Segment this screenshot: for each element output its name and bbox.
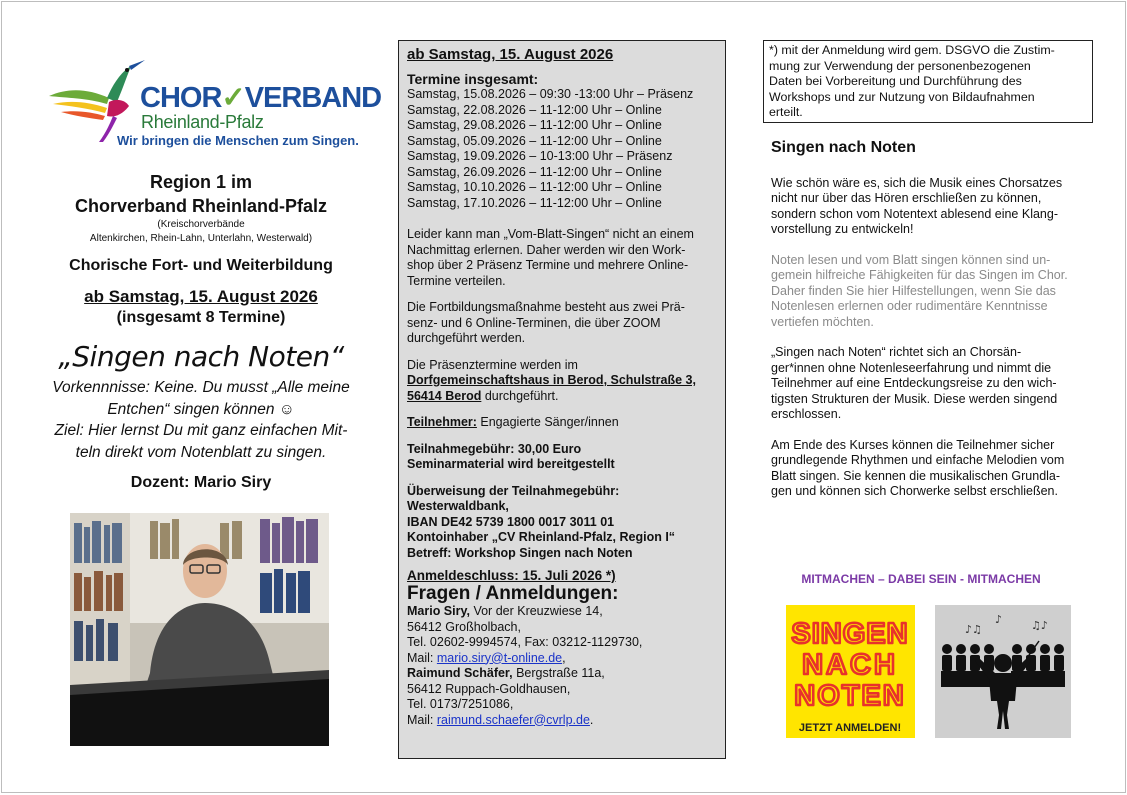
details-box: [398, 40, 726, 759]
hummingbird-icon: [47, 58, 147, 144]
dsgvo-notice: *) mit der Anmeldung wird gem. DSGVO die Zustim- mung zur Verwendung der personenbezogenen Daten bei Vorbereitung und Durchführung des Workshops und zur Nutzung von Bildaufnahmen erteilt.: [763, 40, 1093, 123]
termin-item: Samstag, 29.08.2026 – 11-12:00 Uhr – Online: [407, 118, 662, 132]
termin-item: Samstag, 19.09.2026 – 10-13:00 Uhr – Präsenz: [407, 149, 673, 163]
details-date-heading: ab Samstag, 15. August 2026: [407, 46, 614, 63]
info-paragraph: Am Ende des Kurses können die Teilnehmer sicher grundlegende Rhythmen und einfache Melodien vom Blatt singen. Sie kennen die musikalischen Grundla- gen und können sich Chorwerke selbst erschließen.: [771, 437, 1065, 498]
logo-tick-mark: ✓: [221, 82, 245, 114]
contact-mario: Mario Siry, Vor der Kreuzwiese 14, 56412 Großholbach, Tel. 02602-9994574, Fax: 03212-1129730, Mail: mario.siry@t-online.de,: [407, 604, 643, 665]
termin-item: Samstag, 05.09.2026 – 11-12:00 Uhr – Online: [407, 133, 662, 148]
termine-count: (insgesamt 8 Termine): [116, 309, 286, 326]
dozent-photo: [70, 513, 329, 746]
logo-title: CHOR✓VERBAND: [140, 82, 382, 114]
registration-deadline: Anmeldeschluss: 15. Juli 2026 *): [407, 568, 616, 583]
chorverband-logo: [40, 52, 382, 156]
svg-text:♪♫: ♪♫: [965, 623, 982, 636]
termine-list: [407, 87, 717, 211]
info-paragraph: Wie schön wäre es, sich die Musik eines Chorsatzes nicht nur über das Hören erschließen zu können, sondern schon vom Notentext ablesend eine Klang- vorstellung zu entwickeln!: [771, 175, 1063, 236]
kreisverbaende-note: (Kreischorverbände Altenkirchen, Rhein-Lahn, Unterlahn, Westerwald): [89, 219, 313, 244]
region-heading: Region 1 im Chorverband Rheinland-Pfalz: [74, 172, 328, 216]
mitmachen-slogan: MITMACHEN – DABEI SEIN - MITMACHEN: [801, 572, 1041, 586]
course-info: [771, 140, 1089, 515]
venue-address: Dorfgemeinschaftshaus in Berod, Schulstraße 3,: [407, 373, 696, 387]
info-paragraph: Noten lesen und vom Blatt singen können sind un- gemein hilfreiche Fähigkeiten für das Singen im Chor. Daher finden Sie hier Hilfestellungen, wenn Sie das Notenlesen erlernen oder rudimentäre Kenntnisse vertiefen möchten.: [771, 252, 1068, 329]
workshop-location: Die Präsenztermine werden im Dorfgemeinschaftshaus in Berod, Schulstraße 3, 56414 Berod durchgeführt.: [407, 357, 696, 403]
course-title: „Singen nach Noten“: [58, 340, 344, 373]
bank-details: Überweisung der Teilnahmegebühr: Westerwaldbank, IBAN DE42 5739 1800 0017 3011 01 Kontoinhaber „CV Rheinland-Pfalz, Region I“ Betreff: Workshop Singen nach Noten: [407, 483, 676, 560]
course-description: Vorkennnisse: Keine. Du musst „Alle meine Entchen“ singen können ☺ Ziel: Hier lernst Du mit ganz einfachen Mit- teln direkt vom Notenblatt zu singen.: [52, 379, 350, 461]
teilnehmer-line: Teilnehmer: Engagierte Sänger/innen: [407, 415, 619, 429]
logo-slogan: Wir bringen die Menschen zum Singen.: [117, 133, 359, 148]
contact-raimund: Raimund Schäfer, Bergstraße 11a, 56412 Ruppach-Goldhausen, Tel. 0173/7251086, Mail: raimund.schaefer@cvrlp.de.: [407, 666, 605, 727]
fee-info: Teilnahmegebühr: 30,00 Euro Seminarmaterial wird bereitgestellt: [407, 441, 615, 471]
termine-heading: Termine insgesamt:: [407, 70, 539, 87]
contact-heading: Fragen / Anmeldungen:: [407, 582, 619, 604]
mail-link-mario[interactable]: mario.siry@t-online.de: [436, 650, 563, 665]
svg-text:♪: ♪: [995, 613, 1003, 626]
choir-conductor-icon: [935, 605, 1071, 738]
venue-city: 56414 Berod: [407, 388, 482, 403]
termin-item: Samstag, 26.09.2026 – 11-12:00 Uhr – Online: [407, 164, 662, 179]
termin-item: Samstag, 22.08.2026 – 11-12:00 Uhr – Online: [407, 102, 662, 117]
termin-item: Samstag, 10.10.2026 – 11-12:00 Uhr – Online: [407, 180, 662, 194]
info-paragraph: „Singen nach Noten“ richtet sich an Chorsän- ger*innen ohne Notenleseerfahrung und nimmt die Teilnehmer auf eine Entdeckungsreise zu den wich- tigsten Strukturen der Musik. Diese werden singend erschlossen.: [771, 345, 1058, 421]
badge-cta: JETZT ANMELDEN!: [798, 722, 902, 734]
section-heading: Singen nach Noten: [771, 139, 916, 156]
badge-word-3: NOTEN: [794, 680, 906, 712]
singen-nach-noten-badge: [786, 605, 915, 738]
mail-link-raimund[interactable]: raimund.schaefer@cvrlp.de: [436, 712, 590, 727]
badge-word-1: SINGEN: [791, 618, 909, 650]
workshop-format: Die Fortbildungsmaßnahme besteht aus zwei Prä- senz- und 6 Online-Terminen, die über ZOOM durchgeführt werden.: [407, 300, 685, 345]
start-date: ab Samstag, 15. August 2026: [84, 287, 318, 306]
workshop-intro: Leider kann man „Vom-Blatt-Singen“ nicht an einem Nachmittag erlernen. Daher werden wir den Work- shop über 2 Präsenz Termine und mehrere Online- Termine verteilen.: [407, 227, 694, 288]
svg-text:♫♪: ♫♪: [1031, 619, 1048, 632]
logo-subtitle: Rheinland-Pfalz: [141, 112, 264, 132]
fortbildung-heading: Chorische Fort- und Weiterbildung: [69, 257, 333, 274]
left-column: [40, 52, 382, 492]
dozent-label: Dozent: Mario Siry: [130, 474, 272, 491]
termin-item: Samstag, 15.08.2026 – 09:30 -13:00 Uhr – Präsenz: [407, 87, 694, 101]
badge-word-2: NACH: [802, 649, 898, 681]
termin-item: Samstag, 17.10.2026 – 11-12:00 Uhr – Online: [407, 195, 662, 210]
